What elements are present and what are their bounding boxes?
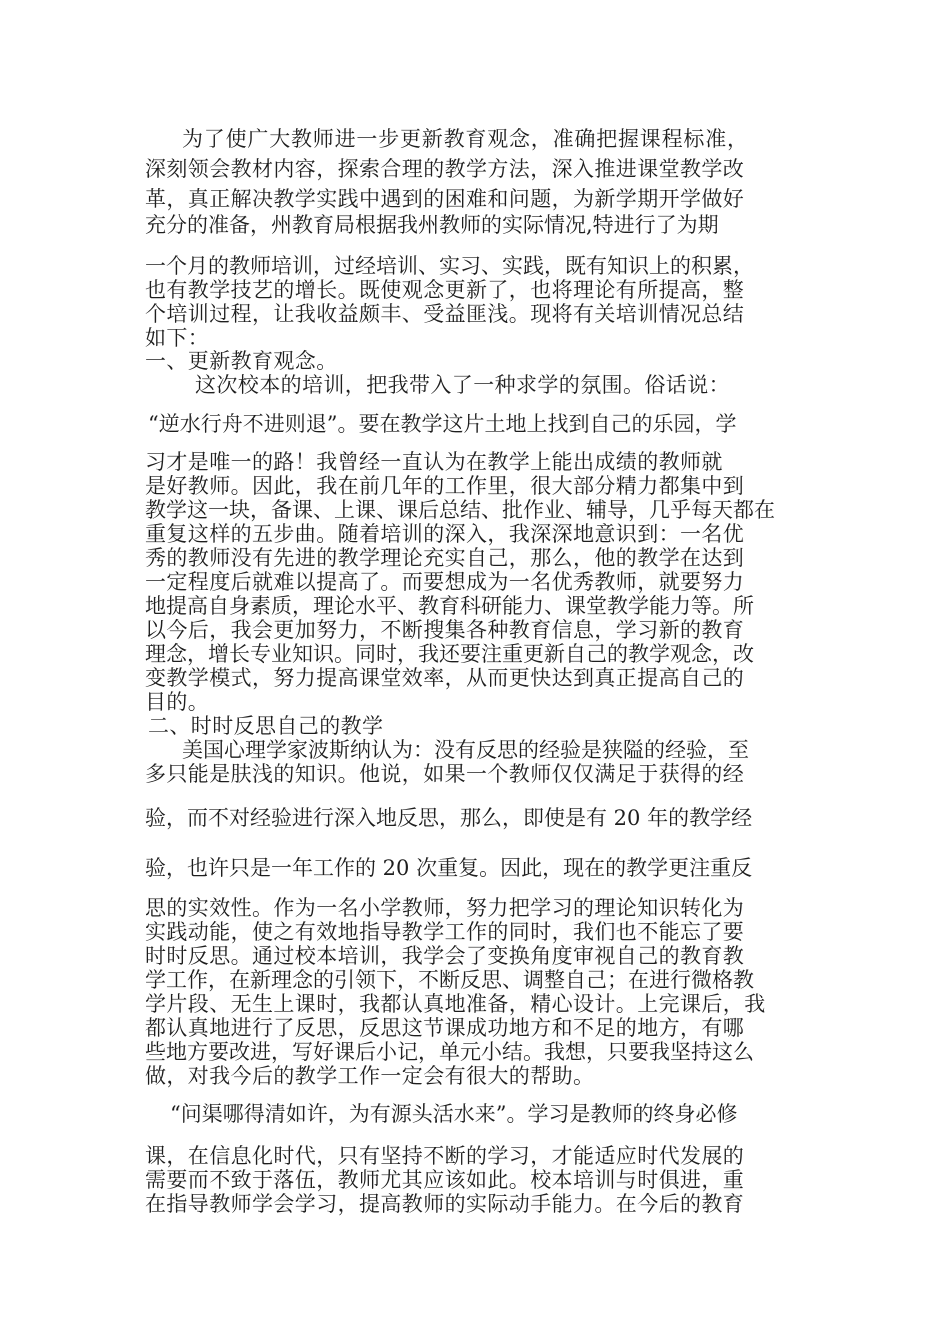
paragraph-line: 在指导教师学会学习，提高教师的实际动手能力。在今后的教育 [145,1192,745,1216]
paragraph-line: 为了使广大教师进一步更新教育观念，准确把握课程标准， [182,127,749,151]
paragraph-line: 都认真地进行了反思，反思这节课成功地方和不足的地方，有哪 [145,1016,745,1040]
paragraph-line: 验，而不对经验进行深入地反思，那么，即使是有 20 年的教学经 [145,806,753,830]
paragraph-line: 验，也许只是一年工作的 20 次重复。因此，现在的教学更注重反 [145,856,753,880]
paragraph-line: 革，真正解决教学实践中遇到的困难和问题，为新学期开学做好 [145,187,745,211]
paragraph-line: 重复这样的五步曲。随着培训的深入，我深深地意识到：一名优 [145,522,745,546]
paragraph-line: 一定程度后就难以提高了。而要想成为一名优秀教师，就要努力 [145,570,745,594]
paragraph-line: 学工作，在新理念的引领下，不断反思、调整自己；在进行微格教 [145,968,754,992]
paragraph-line: “逆水行舟不进则退”。要在教学这片土地上找到自己的乐园，学 [148,412,737,436]
paragraph-line: 一个月的教师培训，过经培训、实习、实践，既有知识上的积累， [145,254,754,278]
paragraph-line: 变教学模式，努力提高课堂效率，从而更快达到真正提高自己的 [145,666,745,690]
paragraph-line: 以今后，我会更加努力，不断搜集各种教育信息，学习新的教育 [145,618,745,642]
paragraph-line: 教学这一块，备课、上课、课后总结、批作业、辅导，几乎每天都在 [145,498,775,522]
paragraph-line: 目的。 [145,690,210,714]
paragraph-line: 思的实效性。作为一名小学教师，努力把学习的理论知识转化为 [145,896,745,920]
section-heading: 一、更新教育观念。 [145,349,338,373]
paragraph-line: 多只能是肤浅的知识。他说，如果一个教师仅仅满足于获得的经 [145,762,745,786]
paragraph-line: 实践动能，使之有效地指导教学工作的同时，我们也不能忘了要 [145,920,745,944]
paragraph-line: 习才是唯一的路！我曾经一直认为在教学上能出成绩的教师就 [145,450,723,474]
paragraph-line: 学片段、无生上课时，我都认真地准备，精心设计。上完课后，我 [145,992,766,1016]
paragraph-line: 美国心理学家波斯纳认为：没有反思的经验是狭隘的经验，至 [182,738,749,762]
paragraph-line: 些地方要改进，写好课后小记，单元小结。我想，只要我坚持这么 [145,1040,754,1064]
paragraph-line: 时时反思。通过校本培训，我学会了变换角度审视自己的教育教 [145,944,745,968]
paragraph-line: 个培训过程，让我收益颇丰、受益匪浅。现将有关培训情况总结 [145,302,745,326]
paragraph-line: 理念，增长专业知识。同时，我还要注重更新自己的教学观念，改 [145,642,754,666]
paragraph-line: 地提高自身素质，理论水平、教育科研能力、课堂教学能力等。所 [145,594,754,618]
paragraph-line: 充分的准备，州教育局根据我州教师的实际情况,特进行了为期 [145,213,719,237]
section-heading: 二、时时反思自己的教学 [148,714,384,738]
paragraph-line: 需要而不致于落伍，教师尤其应该如此。校本培训与时俱进，重 [145,1168,745,1192]
paragraph-line: 如下： [145,326,210,350]
paragraph-line: 也有教学技艺的增长。既使观念更新了，也将理论有所提高，整 [145,278,745,302]
paragraph-line: 秀的教师没有先进的教学理论充实自己，那么，他的教学在达到 [145,546,745,570]
paragraph-line: 这次校本的培训，把我带入了一种求学的氛围。俗话说： [195,373,730,397]
paragraph-line: 课，在信息化时代，只有坚持不断的学习，才能适应时代发展的 [145,1144,745,1168]
paragraph-line: 深刻领会教材内容，探索合理的教学方法，深入推进课堂教学改 [145,157,745,181]
paragraph-line: “问渠哪得清如许，为有源头活水来”。学习是教师的终身必修 [170,1102,738,1126]
paragraph-line: 是好教师。因此，我在前几年的工作里，很大部分精力都集中到 [145,474,745,498]
paragraph-line: 做，对我今后的教学工作一定会有很大的帮助。 [145,1064,595,1088]
